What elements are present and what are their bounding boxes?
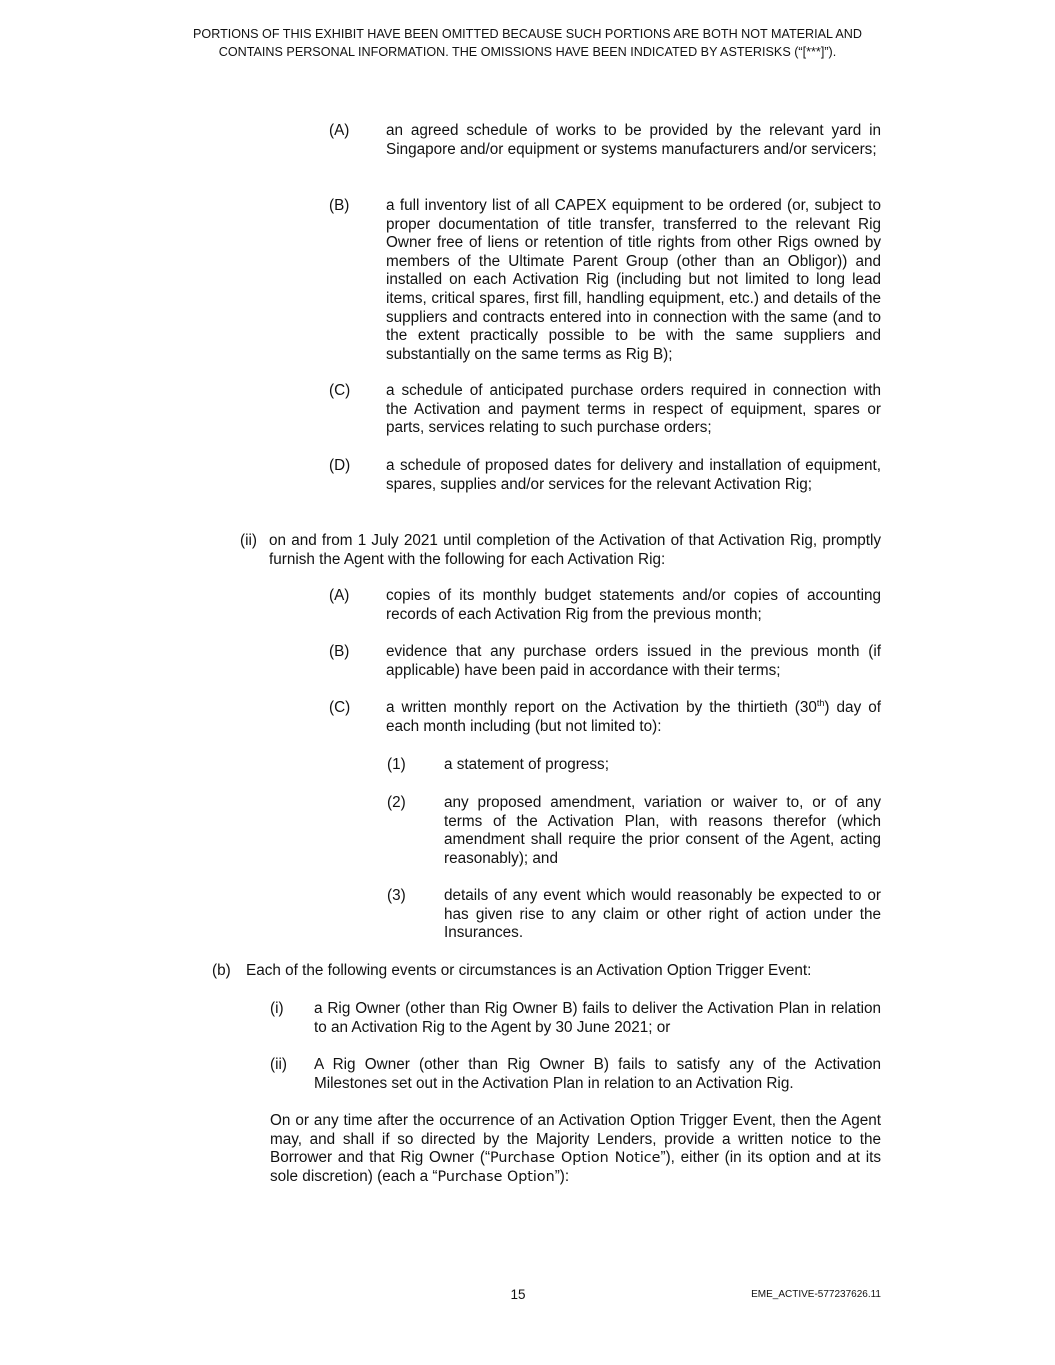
clause-label: (3) (387, 887, 406, 904)
document-reference: EME_ACTIVE-577237626.11 (751, 1289, 881, 1300)
clause-text: a schedule of proposed dates for delivery and installation of equipment, spares, supplies and/or services for the relevant Activation Rig; (386, 457, 881, 493)
header-line-1: PORTIONS OF THIS EXHIBIT HAVE BEEN OMITTED BECAUSE SUCH PORTIONS ARE BOTH NOT MATERIAL AND (193, 27, 862, 41)
clause-label: (C) (329, 382, 351, 399)
clause-label: (C) (329, 699, 351, 716)
clause-text: an agreed schedule of works to be provided by the relevant yard in Singapore and/or equipment or systems manufacturers and/or servicers; (386, 122, 881, 158)
clause-ii-C (329, 699, 881, 739)
clause-text: a Rig Owner (other than Rig Owner B) fails to deliver the Activation Plan in relation to an Activation Rig to the Agent by 30 June 2021; or (314, 1000, 881, 1036)
clause-text: evidence that any purchase orders issued in the previous month (if applicable) have been paid in accordance with their terms; (386, 643, 881, 679)
subclause-3 (387, 887, 881, 947)
clause-text: details of any event which would reasonably be expected to or has given rise to any claim or other right of action under the Insurances. (444, 887, 881, 942)
clause-b (212, 962, 881, 982)
subclause-2 (387, 794, 881, 872)
page-number: 15 (510, 1287, 526, 1302)
clause-i-B (329, 197, 881, 369)
paragraph-part: On or any time after the occurrence of an Activation Option Trigger Event, then the Agent may, and shall if so directed by the Majority Lenders, provide a written notice to the Borrower and that Rig Owner (“ (270, 1112, 881, 1167)
clause-b-i (270, 1000, 881, 1040)
clause-ii (240, 532, 881, 572)
clause-label: (A) (329, 587, 350, 604)
confidentiality-header (120, 25, 935, 61)
clause-text-part: a written monthly report on the Activation by the thirtieth (30 (386, 699, 817, 716)
clause-i-C (329, 382, 881, 442)
clause-label: (A) (329, 122, 350, 139)
defined-term: Purchase Option (437, 1168, 555, 1185)
paragraph-part: ”), either (in its option and at its sole discretion) (each a “ (270, 1149, 881, 1185)
clause-label: (2) (387, 794, 406, 811)
clause-label: (1) (387, 756, 406, 773)
clause-label: (B) (329, 643, 350, 660)
clause-i-D (329, 457, 881, 517)
clause-label: (B) (329, 197, 350, 214)
clause-label: (b) (212, 962, 231, 979)
clause-label: (ii) (240, 532, 257, 549)
clause-text: A Rig Owner (other than Rig Owner B) fails to satisfy any of the Activation Milestones set out in the Activation Plan in relation to an Activation Rig. (314, 1056, 881, 1092)
clause-label: (i) (270, 1000, 284, 1017)
subclause-1 (387, 756, 881, 776)
clause-text: on and from 1 July 2021 until completion of the Activation of that Activation Rig, promptly furnish the Agent with the following for each Activation Rig: (269, 532, 881, 568)
clause-text: a full inventory list of all CAPEX equipment to be ordered (or, subject to proper documentation of title transfer, transferred to the relevant Rig Owner free of liens or retention of title rights from other Rigs owned by members of the Ultimate Parent Group (other than an Obligor)) and installed on each Activation Rig (including but not limited to long lead items, critical spares, first fill, handling equipment, etc.) and details of the suppliers and contracts entered into in connection with the same (and to the extent practically possible to be with the same suppliers and substantially on the same terms as Rig B); (386, 197, 881, 363)
clause-text: a schedule of anticipated purchase orders required in connection with the Activation and payment terms in respect of equipment, spares or parts, services relating to such purchase orders; (386, 382, 881, 437)
defined-term: Purchase Option Notice (490, 1150, 661, 1167)
clause-text: a statement of progress; (444, 756, 609, 773)
clause-b-ii (270, 1056, 881, 1096)
clause-i-A (329, 122, 881, 182)
purchase-option-paragraph (270, 1112, 881, 1186)
clause-text-part: ) day of each month including (but not limited to): (386, 699, 882, 735)
ordinal-suffix: th (816, 697, 825, 708)
paragraph-part: ”): (554, 1167, 570, 1185)
clause-ii-A (329, 587, 881, 627)
clause-label: (D) (329, 457, 351, 474)
clause-text: any proposed amendment, variation or waiver to, or of any terms of the Activation Plan, with reasons therefor (which amendment shall require the prior consent of the Agent, acting reasonably); and (444, 794, 881, 867)
clause-text (386, 699, 881, 736)
clause-ii-B (329, 643, 881, 683)
clause-label: (ii) (270, 1056, 287, 1073)
clause-text: copies of its monthly budget statements and/or copies of accounting records of each Activation Rig from the previous month; (386, 587, 881, 623)
header-line-2: CONTAINS PERSONAL INFORMATION. THE OMISSIONS HAVE BEEN INDICATED BY ASTERISKS (“[***]”). (218, 45, 837, 59)
clause-text: Each of the following events or circumstances is an Activation Option Trigger Event: (246, 962, 812, 979)
